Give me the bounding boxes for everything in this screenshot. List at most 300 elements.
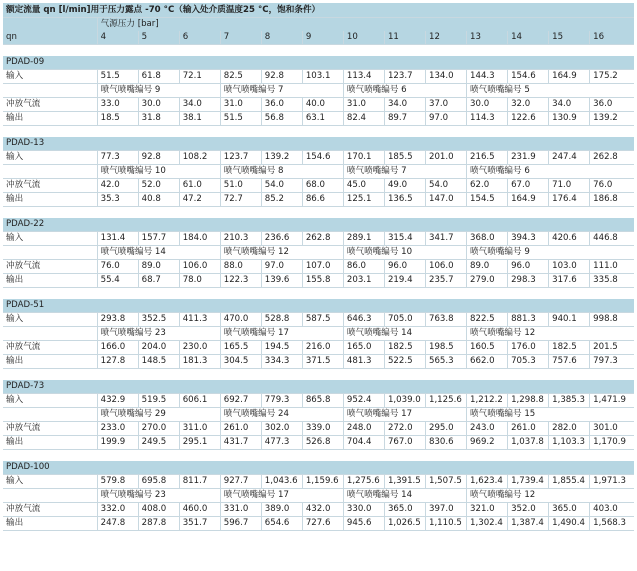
- value-cell: 30.0: [467, 98, 508, 112]
- value-cell: 460.0: [179, 503, 220, 517]
- pressure-header-cell: 10: [343, 31, 384, 45]
- value-cell: 31.0: [343, 98, 384, 112]
- value-cell: 54.0: [425, 179, 466, 193]
- value-cell: 216.5: [467, 151, 508, 165]
- value-cell: 757.6: [549, 355, 590, 369]
- input-row: [3, 70, 634, 84]
- value-cell: 446.8: [590, 232, 634, 246]
- pressure-header-cell: 12: [425, 31, 466, 45]
- section-spacer: [3, 207, 634, 219]
- spacer-cell: [3, 288, 634, 300]
- value-cell: 164.9: [549, 70, 590, 84]
- value-cell: 695.8: [138, 475, 179, 489]
- value-cell: 233.0: [97, 422, 138, 436]
- nozzle-row: [3, 84, 634, 98]
- row-label: 冲放气流: [3, 503, 97, 517]
- value-cell: 198.5: [425, 341, 466, 355]
- value-cell: 36.0: [261, 98, 302, 112]
- model-name: PDAD-09: [3, 56, 634, 70]
- section-spacer: [3, 450, 634, 462]
- value-cell: 408.0: [138, 503, 179, 517]
- value-cell: 52.0: [138, 179, 179, 193]
- value-cell: 51.5: [97, 70, 138, 84]
- value-cell: 262.8: [302, 232, 343, 246]
- row-label: 输入: [3, 151, 97, 165]
- value-cell: 477.3: [261, 436, 302, 450]
- value-cell: 352.0: [508, 503, 549, 517]
- model-name: PDAD-51: [3, 299, 634, 313]
- value-cell: 148.5: [138, 355, 179, 369]
- value-cell: 1,039.0: [384, 394, 425, 408]
- value-cell: 704.4: [343, 436, 384, 450]
- value-cell: 881.3: [508, 313, 549, 327]
- value-cell: 76.0: [590, 179, 634, 193]
- value-cell: 365.0: [549, 503, 590, 517]
- pressure-header-cell: 13: [467, 31, 508, 45]
- model-header-row: [3, 461, 634, 475]
- value-cell: 1,037.8: [508, 436, 549, 450]
- value-cell: 204.0: [138, 341, 179, 355]
- value-cell: 1,159.6: [302, 475, 343, 489]
- purge-row: [3, 422, 634, 436]
- row-label: 冲放气流: [3, 422, 97, 436]
- nozzle-row: [3, 489, 634, 503]
- value-cell: 45.0: [343, 179, 384, 193]
- value-cell: 331.0: [220, 503, 261, 517]
- pressure-header-cell: 5: [138, 31, 179, 45]
- value-cell: 89.7: [384, 112, 425, 126]
- value-cell: 321.0: [467, 503, 508, 517]
- value-cell: 272.0: [384, 422, 425, 436]
- value-cell: 969.2: [467, 436, 508, 450]
- value-cell: 166.0: [97, 341, 138, 355]
- value-cell: 33.0: [97, 98, 138, 112]
- value-cell: 68.0: [302, 179, 343, 193]
- value-cell: 945.6: [343, 517, 384, 531]
- value-cell: 797.3: [590, 355, 634, 369]
- value-cell: 88.0: [220, 260, 261, 274]
- value-cell: 940.1: [549, 313, 590, 327]
- model-name: PDAD-100: [3, 461, 634, 475]
- value-cell: 184.0: [179, 232, 220, 246]
- value-cell: 394.3: [508, 232, 549, 246]
- value-cell: 154.6: [508, 70, 549, 84]
- value-cell: 767.0: [384, 436, 425, 450]
- value-cell: 1,385.3: [549, 394, 590, 408]
- value-cell: 247.4: [549, 151, 590, 165]
- nozzle-label: 喷气喷嘴编号 14: [97, 246, 220, 260]
- row-label: 输入: [3, 475, 97, 489]
- value-cell: 175.2: [590, 70, 634, 84]
- value-cell: 123.7: [384, 70, 425, 84]
- value-cell: 107.0: [302, 260, 343, 274]
- value-cell: 330.0: [343, 503, 384, 517]
- value-cell: 89.0: [138, 260, 179, 274]
- value-cell: 34.0: [384, 98, 425, 112]
- nozzle-label: 喷气喷嘴编号 10: [343, 246, 466, 260]
- value-cell: 199.9: [97, 436, 138, 450]
- value-cell: 293.8: [97, 313, 138, 327]
- value-cell: 279.0: [467, 274, 508, 288]
- nozzle-label: 喷气喷嘴编号 29: [97, 408, 220, 422]
- value-cell: 295.0: [425, 422, 466, 436]
- value-cell: 30.0: [138, 98, 179, 112]
- pressure-header-cell: 15: [549, 31, 590, 45]
- value-cell: 62.0: [467, 179, 508, 193]
- table-title: 额定流量 qn [l/min]用于压力露点 -70 °C（输入处介质温度25 °C，饱和条件）: [3, 3, 634, 18]
- pressure-header-cell: 9: [302, 31, 343, 45]
- output-row: [3, 436, 634, 450]
- section-spacer: [3, 288, 634, 300]
- flow-rate-table: [3, 3, 634, 531]
- value-cell: 528.8: [261, 313, 302, 327]
- value-cell: 55.4: [97, 274, 138, 288]
- empty-label-cell: [3, 327, 97, 341]
- nozzle-label: 喷气喷嘴编号 7: [220, 84, 343, 98]
- value-cell: 365.0: [384, 503, 425, 517]
- value-cell: 411.3: [179, 313, 220, 327]
- value-cell: 1,568.3: [590, 517, 634, 531]
- nozzle-label: 喷气喷嘴编号 12: [220, 246, 343, 260]
- value-cell: 31.8: [138, 112, 179, 126]
- value-cell: 194.5: [261, 341, 302, 355]
- value-cell: 236.6: [261, 232, 302, 246]
- value-cell: 51.0: [220, 179, 261, 193]
- value-cell: 304.5: [220, 355, 261, 369]
- value-cell: 85.2: [261, 193, 302, 207]
- output-row: [3, 274, 634, 288]
- empty-label-cell: [3, 489, 97, 503]
- value-cell: 1,302.4: [467, 517, 508, 531]
- value-cell: 403.0: [590, 503, 634, 517]
- spacer-cell: [3, 126, 634, 138]
- value-cell: 420.6: [549, 232, 590, 246]
- purge-row: [3, 260, 634, 274]
- value-cell: 96.0: [384, 260, 425, 274]
- value-cell: 587.5: [302, 313, 343, 327]
- value-cell: 432.0: [302, 503, 343, 517]
- value-cell: 1,043.6: [261, 475, 302, 489]
- nozzle-row: [3, 408, 634, 422]
- section-spacer: [3, 45, 634, 57]
- value-cell: 123.7: [220, 151, 261, 165]
- input-row: [3, 475, 634, 489]
- value-cell: 139.2: [590, 112, 634, 126]
- value-cell: 47.2: [179, 193, 220, 207]
- value-cell: 282.0: [549, 422, 590, 436]
- row-label: 输出: [3, 517, 97, 531]
- value-cell: 1,855.4: [549, 475, 590, 489]
- model-header-row: [3, 137, 634, 151]
- value-cell: 822.5: [467, 313, 508, 327]
- input-row: [3, 313, 634, 327]
- value-cell: 165.0: [343, 341, 384, 355]
- value-cell: 134.0: [425, 70, 466, 84]
- value-cell: 431.7: [220, 436, 261, 450]
- value-cell: 230.0: [179, 341, 220, 355]
- spacer-cell: [3, 450, 634, 462]
- nozzle-label: 喷气喷嘴编号 17: [220, 489, 343, 503]
- nozzle-label: 喷气喷嘴编号 17: [220, 327, 343, 341]
- value-cell: 289.1: [343, 232, 384, 246]
- value-cell: 1,125.6: [425, 394, 466, 408]
- row-label: 输出: [3, 355, 97, 369]
- value-cell: 78.0: [179, 274, 220, 288]
- value-cell: 54.0: [261, 179, 302, 193]
- row-label: 输出: [3, 193, 97, 207]
- value-cell: 351.7: [179, 517, 220, 531]
- value-cell: 389.0: [261, 503, 302, 517]
- value-cell: 154.6: [302, 151, 343, 165]
- value-cell: 470.0: [220, 313, 261, 327]
- pressure-header-cell: 11: [384, 31, 425, 45]
- value-cell: 1,490.4: [549, 517, 590, 531]
- nozzle-label: 喷气喷嘴编号 5: [467, 84, 634, 98]
- value-cell: 295.1: [179, 436, 220, 450]
- value-cell: 565.3: [425, 355, 466, 369]
- row-label: 冲放气流: [3, 179, 97, 193]
- value-cell: 160.5: [467, 341, 508, 355]
- nozzle-row: [3, 327, 634, 341]
- value-cell: 42.0: [97, 179, 138, 193]
- value-cell: 92.8: [261, 70, 302, 84]
- spacer-cell: [3, 369, 634, 381]
- output-row: [3, 517, 634, 531]
- value-cell: 203.1: [343, 274, 384, 288]
- output-row: [3, 112, 634, 126]
- value-cell: 763.8: [425, 313, 466, 327]
- row-label: 冲放气流: [3, 341, 97, 355]
- value-cell: 397.0: [425, 503, 466, 517]
- value-cell: 111.0: [590, 260, 634, 274]
- purge-row: [3, 503, 634, 517]
- value-cell: 727.6: [302, 517, 343, 531]
- input-row: [3, 232, 634, 246]
- output-row: [3, 193, 634, 207]
- value-cell: 654.6: [261, 517, 302, 531]
- nozzle-label: 喷气喷嘴编号 15: [467, 408, 634, 422]
- value-cell: 247.8: [97, 517, 138, 531]
- value-cell: 35.3: [97, 193, 138, 207]
- value-cell: 1,275.6: [343, 475, 384, 489]
- model-name: PDAD-73: [3, 380, 634, 394]
- row-label: 输入: [3, 394, 97, 408]
- nozzle-label: 喷气喷嘴编号 9: [97, 84, 220, 98]
- value-cell: 1,471.9: [590, 394, 634, 408]
- value-cell: 311.0: [179, 422, 220, 436]
- value-cell: 144.3: [467, 70, 508, 84]
- value-cell: 82.4: [343, 112, 384, 126]
- value-cell: 164.9: [508, 193, 549, 207]
- nozzle-label: 喷气喷嘴编号 14: [343, 327, 466, 341]
- model-header-row: [3, 380, 634, 394]
- value-cell: 31.0: [220, 98, 261, 112]
- value-cell: 692.7: [220, 394, 261, 408]
- value-cell: 49.0: [384, 179, 425, 193]
- value-cell: 72.7: [220, 193, 261, 207]
- input-row: [3, 394, 634, 408]
- nozzle-label: 喷气喷嘴编号 24: [220, 408, 343, 422]
- nozzle-label: 喷气喷嘴编号 8: [220, 165, 343, 179]
- value-cell: 522.5: [384, 355, 425, 369]
- value-cell: 182.5: [384, 341, 425, 355]
- section-spacer: [3, 126, 634, 138]
- value-cell: 335.8: [590, 274, 634, 288]
- value-cell: 952.4: [343, 394, 384, 408]
- value-cell: 76.0: [97, 260, 138, 274]
- nozzle-label: 喷气喷嘴编号 12: [467, 327, 634, 341]
- value-cell: 108.2: [179, 151, 220, 165]
- value-cell: 68.7: [138, 274, 179, 288]
- row-label: 冲放气流: [3, 98, 97, 112]
- value-cell: 519.5: [138, 394, 179, 408]
- value-cell: 261.0: [508, 422, 549, 436]
- value-cell: 1,103.3: [549, 436, 590, 450]
- value-cell: 96.0: [508, 260, 549, 274]
- value-cell: 186.8: [590, 193, 634, 207]
- empty-header-cell: [3, 18, 97, 32]
- value-cell: 262.8: [590, 151, 634, 165]
- nozzle-row: [3, 246, 634, 260]
- model-header-row: [3, 218, 634, 232]
- value-cell: 61.0: [179, 179, 220, 193]
- pressure-header-cell: 6: [179, 31, 220, 45]
- section-spacer: [3, 369, 634, 381]
- value-cell: 170.1: [343, 151, 384, 165]
- value-cell: 646.3: [343, 313, 384, 327]
- value-cell: 231.9: [508, 151, 549, 165]
- pressure-label: 气源压力 [bar]: [97, 18, 634, 32]
- value-cell: 154.5: [467, 193, 508, 207]
- nozzle-label: 喷气喷嘴编号 23: [97, 489, 220, 503]
- model-header-row: [3, 299, 634, 313]
- value-cell: 1,026.5: [384, 517, 425, 531]
- value-cell: 705.0: [384, 313, 425, 327]
- empty-label-cell: [3, 165, 97, 179]
- pressure-header-cell: 4: [97, 31, 138, 45]
- output-row: [3, 355, 634, 369]
- value-cell: 40.8: [138, 193, 179, 207]
- row-label: 输出: [3, 274, 97, 288]
- empty-label-cell: [3, 246, 97, 260]
- value-cell: 579.8: [97, 475, 138, 489]
- value-cell: 298.3: [508, 274, 549, 288]
- value-cell: 86.0: [343, 260, 384, 274]
- value-cell: 139.6: [261, 274, 302, 288]
- value-cell: 89.0: [467, 260, 508, 274]
- value-cell: 139.2: [261, 151, 302, 165]
- value-cell: 317.6: [549, 274, 590, 288]
- value-cell: 811.7: [179, 475, 220, 489]
- value-cell: 61.8: [138, 70, 179, 84]
- value-cell: 182.5: [549, 341, 590, 355]
- nozzle-label: 喷气喷嘴编号 17: [343, 408, 466, 422]
- pressure-header-cell: 8: [261, 31, 302, 45]
- value-cell: 185.5: [384, 151, 425, 165]
- value-cell: 865.8: [302, 394, 343, 408]
- value-cell: 1,170.9: [590, 436, 634, 450]
- value-cell: 830.6: [425, 436, 466, 450]
- value-cell: 63.1: [302, 112, 343, 126]
- row-label: 冲放气流: [3, 260, 97, 274]
- nozzle-label: 喷气喷嘴编号 6: [343, 84, 466, 98]
- nozzle-label: 喷气喷嘴编号 14: [343, 489, 466, 503]
- row-label: 输入: [3, 313, 97, 327]
- value-cell: 1,507.5: [425, 475, 466, 489]
- value-cell: 103.0: [549, 260, 590, 274]
- value-cell: 596.7: [220, 517, 261, 531]
- nozzle-label: 喷气喷嘴编号 6: [467, 165, 634, 179]
- value-cell: 481.3: [343, 355, 384, 369]
- value-cell: 106.0: [425, 260, 466, 274]
- value-cell: 86.6: [302, 193, 343, 207]
- value-cell: 301.0: [590, 422, 634, 436]
- value-cell: 526.8: [302, 436, 343, 450]
- input-row: [3, 151, 634, 165]
- value-cell: 1,971.3: [590, 475, 634, 489]
- value-cell: 40.0: [302, 98, 343, 112]
- value-cell: 71.0: [549, 179, 590, 193]
- value-cell: 248.0: [343, 422, 384, 436]
- value-cell: 334.3: [261, 355, 302, 369]
- value-cell: 339.0: [302, 422, 343, 436]
- nozzle-label: 喷气喷嘴编号 9: [467, 246, 634, 260]
- value-cell: 332.0: [97, 503, 138, 517]
- model-header-row: [3, 56, 634, 70]
- value-cell: 165.5: [220, 341, 261, 355]
- value-cell: 106.0: [179, 260, 220, 274]
- value-cell: 181.3: [179, 355, 220, 369]
- value-cell: 34.0: [549, 98, 590, 112]
- value-cell: 352.5: [138, 313, 179, 327]
- value-cell: 1,387.4: [508, 517, 549, 531]
- value-cell: 249.5: [138, 436, 179, 450]
- model-name: PDAD-13: [3, 137, 634, 151]
- value-cell: 92.8: [138, 151, 179, 165]
- value-cell: 201.5: [590, 341, 634, 355]
- nozzle-row: [3, 165, 634, 179]
- value-cell: 432.9: [97, 394, 138, 408]
- value-cell: 1,623.4: [467, 475, 508, 489]
- value-cell: 32.0: [508, 98, 549, 112]
- value-cell: 176.0: [508, 341, 549, 355]
- value-cell: 705.3: [508, 355, 549, 369]
- value-cell: 103.1: [302, 70, 343, 84]
- nozzle-label: 喷气喷嘴编号 23: [97, 327, 220, 341]
- value-cell: 1,212.2: [467, 394, 508, 408]
- value-cell: 270.0: [138, 422, 179, 436]
- value-cell: 51.5: [220, 112, 261, 126]
- value-cell: 606.1: [179, 394, 220, 408]
- pressure-header-cell: 14: [508, 31, 549, 45]
- value-cell: 36.0: [590, 98, 634, 112]
- value-cell: 368.0: [467, 232, 508, 246]
- empty-label-cell: [3, 408, 97, 422]
- value-cell: 176.4: [549, 193, 590, 207]
- qn-label: qn: [3, 31, 97, 45]
- value-cell: 662.0: [467, 355, 508, 369]
- value-cell: 341.7: [425, 232, 466, 246]
- value-cell: 201.0: [425, 151, 466, 165]
- value-cell: 125.1: [343, 193, 384, 207]
- value-cell: 97.0: [261, 260, 302, 274]
- purge-row: [3, 341, 634, 355]
- value-cell: 315.4: [384, 232, 425, 246]
- value-cell: 235.7: [425, 274, 466, 288]
- pressure-header-cell: 7: [220, 31, 261, 45]
- value-cell: 371.5: [302, 355, 343, 369]
- value-cell: 1,110.5: [425, 517, 466, 531]
